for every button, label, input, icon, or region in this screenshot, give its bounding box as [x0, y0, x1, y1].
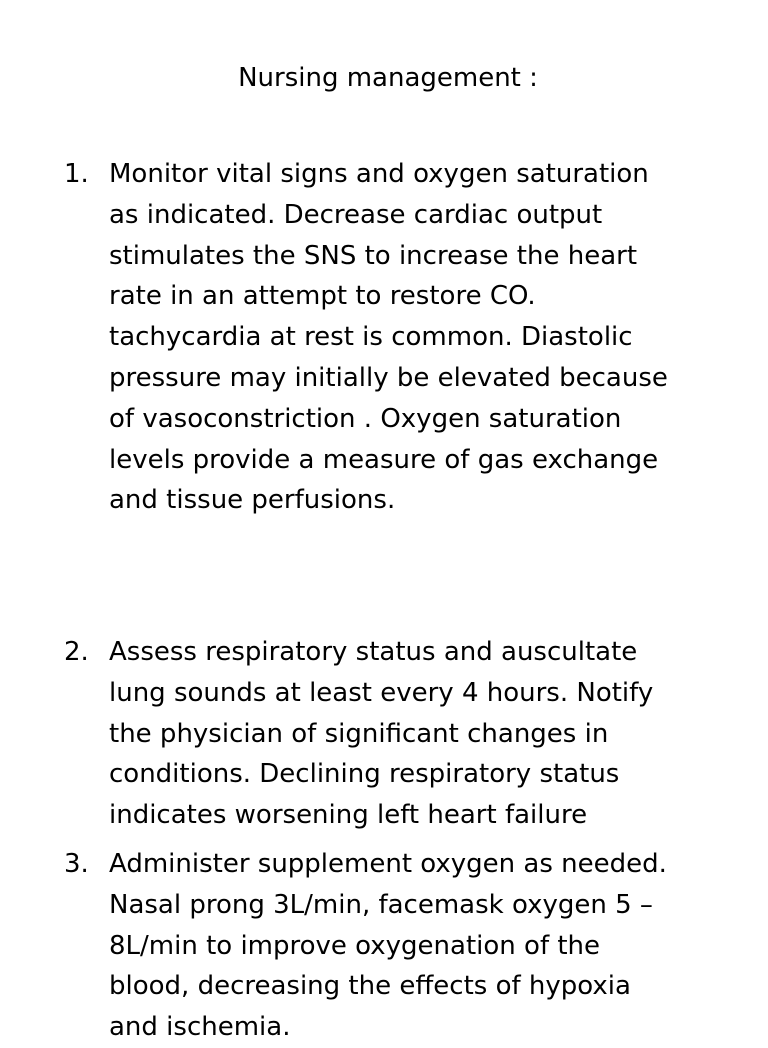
item-text [109, 154, 749, 521]
text-line: and ischemia. [109, 1012, 291, 1043]
text-line: rate in an attempt to restore CO. [109, 281, 536, 312]
text-line: Administer supplement oxygen as needed. [109, 849, 667, 879]
item-text [109, 632, 749, 836]
text-line: Assess respiratory status and auscultate [109, 637, 638, 667]
text-line: stimulates the SNS to increase the heart [109, 240, 638, 271]
text-line: and tissue perfusions. [109, 485, 396, 516]
text-line: Nasal prong 3L/min, facemask oxygen 5 – [109, 889, 653, 920]
item-number: 3. [64, 849, 89, 879]
text-line: Monitor vital signs and oxygen saturation [109, 159, 649, 189]
text-line: levels provide a measure of gas exchange [109, 444, 659, 475]
text-line: tachycardia at rest is common. Diastolic [109, 322, 633, 353]
text-line: the physician of significant changes in [109, 718, 609, 749]
text-line: blood, decreasing the effects of hypoxia [109, 971, 631, 1002]
text-line: of vasoconstriction . Oxygen saturation [109, 403, 622, 434]
text-line: pressure may initially be elevated because [109, 362, 668, 393]
item-text [109, 844, 749, 1048]
item-number: 2. [64, 637, 89, 667]
page-title: Nursing management : [238, 63, 538, 93]
item-number: 1. [64, 159, 89, 189]
text-line: indicates worsening left heart failure [109, 800, 588, 831]
text-line: conditions. Declining respiratory status [109, 759, 620, 790]
text-line: 8L/min to improve oxygenation of the [109, 930, 601, 961]
text-line: as indicated. Decrease cardiac output [109, 199, 603, 230]
text-line: lung sounds at least every 4 hours. Notify [109, 677, 654, 708]
